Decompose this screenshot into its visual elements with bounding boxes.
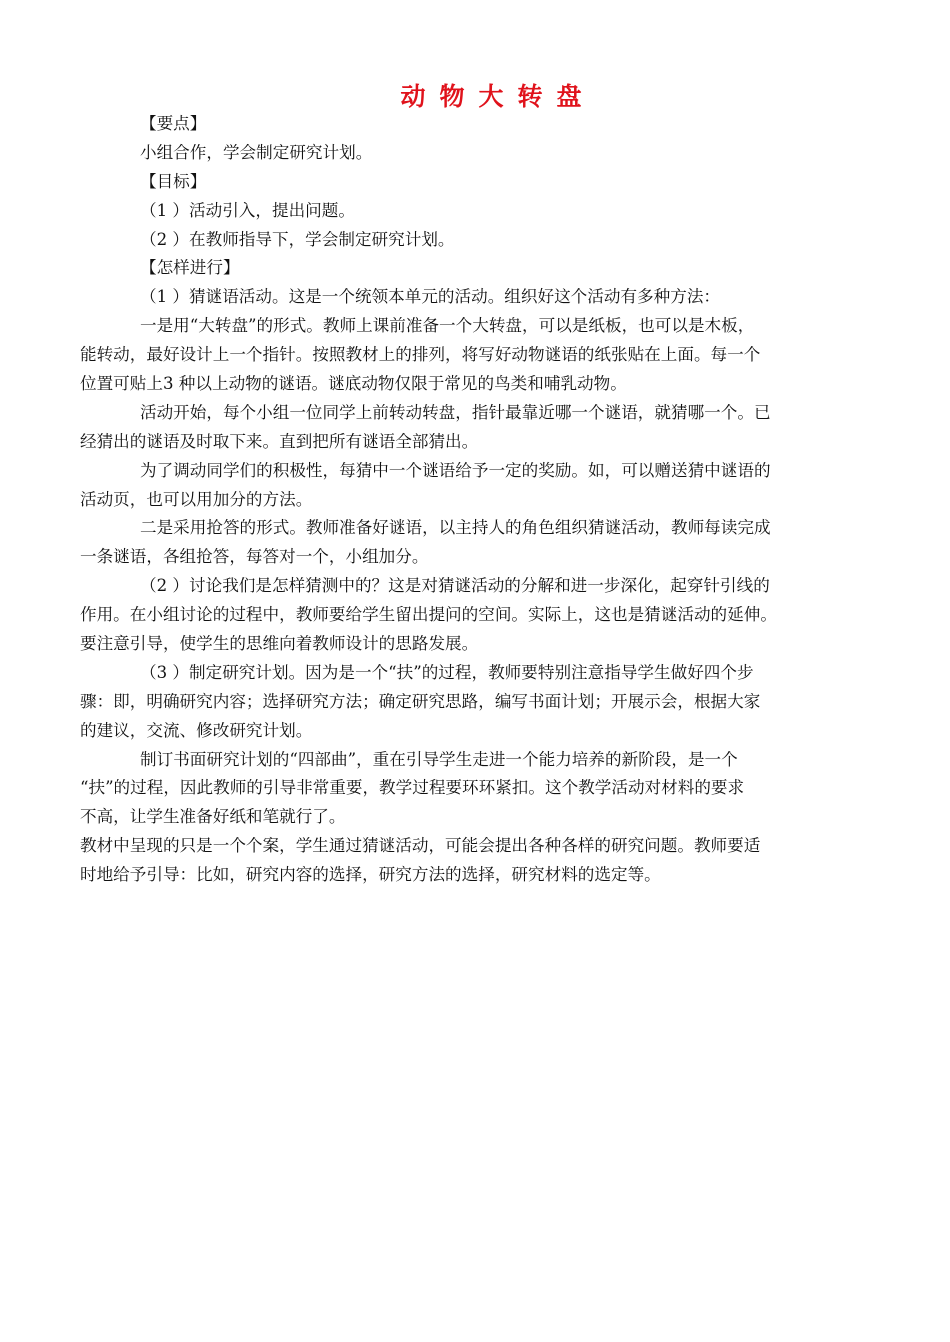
- goal-item-1: （1 ）活动引入，提出问题。: [140, 200, 355, 220]
- paragraph-line: “扶”的过程，因此教师的引导非常重要，教学过程要环环紧扣。这个教学活动对材料的要求: [80, 778, 745, 798]
- paragraph-line: 骤：即，明确研究内容；选择研究方法；确定研究思路，编写书面计划；开展示会，根据大家: [80, 691, 761, 711]
- paragraph-line: 活动页，也可以用加分的方法。: [80, 489, 313, 509]
- key-heading: 【要点】: [140, 114, 207, 133]
- paragraph-line: 能转动，最好设计上一个指针。按照教材上的排列，将写好动物谜语的纸张贴在上面。每一个: [80, 345, 761, 365]
- paragraph-line: 作用。在小组讨论的过程中，教师要给学生留出提问的空间。实际上，这也是猜谜活动的延伸。: [80, 605, 777, 625]
- paragraph-line: 一条谜语，各组抢答，每答对一个，小组加分。: [80, 547, 429, 567]
- paragraph-line: 要注意引导，使学生的思维向着教师设计的思路发展。: [80, 634, 479, 654]
- paragraph-line: 一是用“大转盘”的形式。教师上课前准备一个大转盘，可以是纸板，也可以是木板，: [140, 316, 755, 336]
- paragraph-line: 制订书面研究计划的“四部曲”，重在引导学生走进一个能力培养的新阶段，是一个: [140, 749, 738, 769]
- key-text: 小组合作，学会制定研究计划。: [140, 142, 373, 162]
- paragraph-line: 位置可贴上3 种以上动物的谜语。谜底动物仅限于常见的鸟类和哺乳动物。: [80, 374, 627, 394]
- paragraph-line: 二是采用抢答的形式。教师准备好谜语，以主持人的角色组织猜谜活动，教师每读完成: [140, 518, 771, 538]
- paragraph-line: 不高，让学生准备好纸和笔就行了。: [80, 807, 346, 827]
- paragraph-line: 经猜出的谜语及时取下来。直到把所有谜语全部猜出。: [80, 431, 479, 451]
- paragraph-line: （3 ）制定研究计划。因为是一个“扶”的过程，教师要特别注意指导学生做好四个步: [140, 662, 754, 682]
- paragraph-line: 教材中呈现的只是一个个案，学生通过猜谜活动，可能会提出各种各样的研究问题。教师要适: [80, 836, 761, 856]
- paragraph-line: 活动开始，每个小组一位同学上前转动转盘，指针最靠近哪一个谜语，就猜哪一个。已: [140, 402, 771, 422]
- howto-heading: 【怎样进行】: [140, 258, 240, 278]
- paragraph-line: （2 ）讨论我们是怎样猜测中的？这是对猜谜活动的分解和进一步深化，起穿针引线的: [140, 576, 770, 596]
- page-title: 动物大转盘: [400, 82, 596, 111]
- paragraph-line: 为了调动同学们的积极性，每猜中一个谜语给予一定的奖励。如，可以赠送猜中谜语的: [140, 460, 771, 480]
- goal-heading: 【目标】: [140, 171, 207, 191]
- paragraph-line: 时地给予引导：比如，研究内容的选择，研究方法的选择，研究材料的选定等。: [80, 865, 661, 885]
- goal-item-2: （2 ）在教师指导下，学会制定研究计划。: [140, 229, 455, 249]
- paragraph-line: （1 ）猜谜语活动。这是一个统领本单元的活动。组织好这个活动有多种方法：: [140, 287, 721, 307]
- paragraph-line: 的建议，交流、修改研究计划。: [80, 720, 313, 740]
- document-body: [80, 110, 880, 890]
